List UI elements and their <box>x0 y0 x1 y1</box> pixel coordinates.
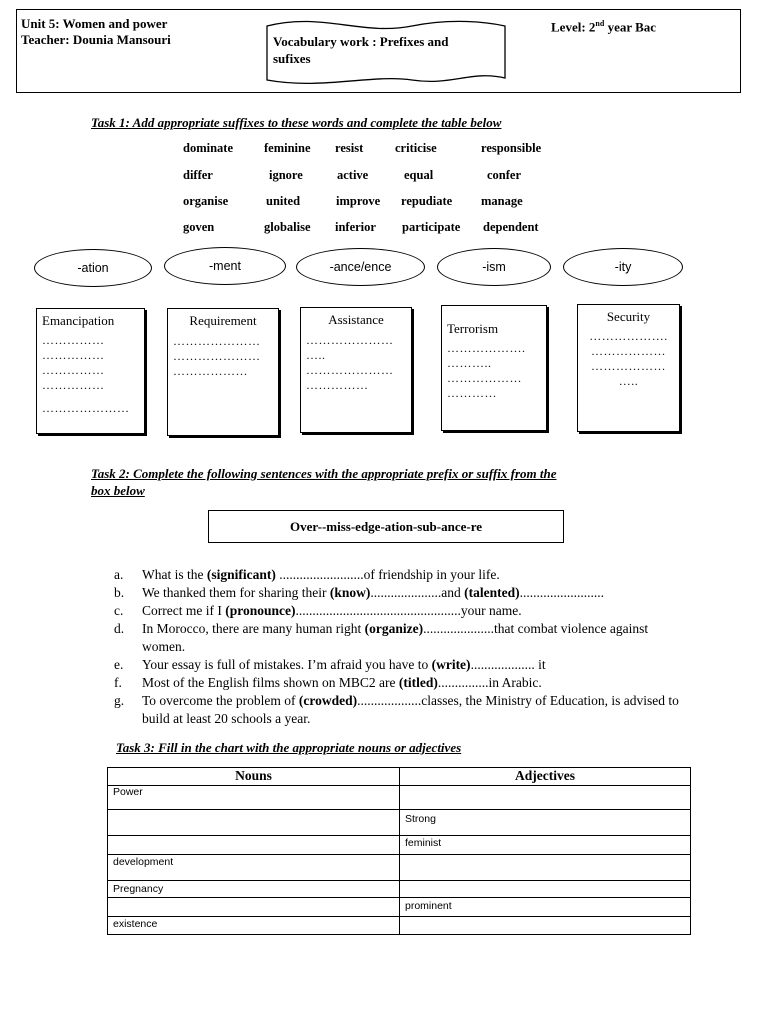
answer-line[interactable]: ……….. <box>447 356 492 370</box>
noun-cell[interactable] <box>108 836 400 855</box>
word: feminine <box>264 141 311 155</box>
box-heading: Emancipation <box>42 313 115 328</box>
task3-title: Task 3: Fill in the chart with the appropriate nouns or adjectives <box>116 740 462 755</box>
suffix-ellipse-ism: -ism <box>437 248 551 286</box>
word: confer <box>487 168 522 182</box>
table-row <box>108 855 691 881</box>
answer-line[interactable]: …………… <box>42 363 105 377</box>
word: resist <box>335 141 364 155</box>
noun-cell[interactable]: Pregnancy <box>108 881 400 898</box>
blank[interactable]: ......................... <box>519 585 604 600</box>
box-heading: Security <box>606 309 651 324</box>
suffix-ellipse-ment: -ment <box>164 247 286 285</box>
answer-line[interactable]: ……………… <box>447 371 522 385</box>
adjective-cell[interactable]: Strong <box>400 810 691 836</box>
nouns-adjectives-table <box>107 767 691 935</box>
noun-cell[interactable] <box>108 810 400 836</box>
answer-line[interactable]: …………… <box>306 378 369 392</box>
sentence-item: c. Correct me if I (pronounce).................................................your name. <box>114 603 522 618</box>
answer-line[interactable]: ………………… <box>306 333 394 347</box>
adjective-cell[interactable] <box>400 786 691 810</box>
answer-line[interactable]: ……………… <box>591 344 666 358</box>
blank[interactable]: .................................................your name. <box>295 603 522 618</box>
word: improve <box>336 194 381 208</box>
sentence-item: f. Most of the English films shown on MBC2 are (titled)...............in Arabic. <box>114 675 542 690</box>
scroll-title-line2: sufixes <box>273 51 311 66</box>
answer-line[interactable]: ………………. <box>589 329 668 343</box>
blank[interactable]: ...............in Arabic. <box>437 675 542 690</box>
suffix-box-ance-ence <box>300 307 412 433</box>
level-label: Level: 2nd year Bac <box>551 19 657 35</box>
adjective-cell[interactable]: feminist <box>400 836 691 855</box>
answer-line[interactable]: ………………… <box>173 349 261 363</box>
noun-cell[interactable]: development <box>108 855 400 881</box>
word: organise <box>183 194 229 208</box>
suffix-ellipse-ity: -ity <box>563 248 683 286</box>
word: globalise <box>264 220 311 234</box>
box-heading: Assistance <box>328 312 384 327</box>
adjective-cell[interactable] <box>400 881 691 898</box>
word: dependent <box>483 220 539 234</box>
table-row <box>108 810 691 836</box>
word: active <box>337 168 369 182</box>
answer-line[interactable]: ……………… <box>173 364 248 378</box>
word: equal <box>404 168 434 182</box>
blank[interactable]: .........................of friendship in your life. <box>275 567 500 582</box>
word: inferior <box>335 220 376 234</box>
adjective-cell[interactable]: prominent <box>400 898 691 917</box>
noun-cell[interactable]: Power <box>108 786 400 810</box>
answer-line[interactable]: ….. <box>618 374 639 388</box>
adjective-cell[interactable] <box>400 855 691 881</box>
prefix-suffix-box: Over--miss-edge-ation-sub-ance-re <box>208 510 564 543</box>
answer-line[interactable]: ………………… <box>173 334 261 348</box>
answer-line[interactable]: …………… <box>42 378 105 392</box>
suffix-box-ation <box>36 308 145 434</box>
sentence-item: a. What is the (significant) .........................of friendship in your life. <box>114 567 500 582</box>
answer-line[interactable]: …………… <box>42 333 105 347</box>
word: united <box>266 194 301 208</box>
answer-line[interactable]: ………………… <box>42 401 130 415</box>
answer-line[interactable]: …………… <box>42 348 105 362</box>
suffix-box-ity <box>577 304 680 432</box>
table-header-row <box>108 768 691 786</box>
table-row <box>108 898 691 917</box>
noun-cell[interactable] <box>108 898 400 917</box>
unit-title: Unit 5: Women and power <box>21 16 168 31</box>
adjective-cell[interactable] <box>400 917 691 935</box>
word: ignore <box>269 168 303 182</box>
column-header-adjectives: Adjectives <box>400 768 691 786</box>
sentence-item: e. Your essay is full of mistakes. I’m afraid you have to (write)................... it <box>114 657 546 672</box>
task2-title: Task 2: Complete the following sentences with the appropriate prefix or suffix from the box below <box>91 466 557 498</box>
table-row <box>108 881 691 898</box>
sentence-list <box>110 566 690 728</box>
word: dominate <box>183 141 233 155</box>
sentence-item: g. To overcome the problem of (crowded)...................classes, the Ministry of Education, is advised to build at least 20 schools a year. <box>114 693 679 726</box>
answer-line[interactable]: ………… <box>447 386 497 400</box>
blank[interactable]: .....................and <box>370 585 465 600</box>
word: goven <box>183 220 215 234</box>
sentence-item: d. In Morocco, there are many human right (organize).....................that combat violence against women. <box>114 621 649 654</box>
box-heading: Terrorism <box>447 321 499 336</box>
word: responsible <box>481 141 542 155</box>
noun-cell[interactable]: existence <box>108 917 400 935</box>
answer-line[interactable]: ………………. <box>447 341 526 355</box>
table-row <box>108 786 691 810</box>
table-row <box>108 917 691 935</box>
answer-line[interactable]: ………………… <box>306 363 394 377</box>
suffix-box-ism <box>441 305 547 431</box>
teacher-name: Teacher: Dounia Mansouri <box>21 32 171 47</box>
table-row <box>108 836 691 855</box>
answer-line[interactable]: ……………… <box>591 359 666 373</box>
suffix-ellipse-ance-ence: -ance/ence <box>296 248 425 286</box>
suffix-ellipse-ation: -ation <box>34 249 152 287</box>
sentence-item: b. We thanked them for sharing their (know).....................and (talented)......................... <box>114 585 604 600</box>
task1-title: Task 1: Add appropriate suffixes to these words and complete the table below <box>91 115 502 130</box>
blank[interactable]: .....................that combat violence against women. <box>142 621 649 654</box>
scroll-title-line1: Vocabulary work : Prefixes and <box>273 34 449 49</box>
column-header-nouns: Nouns <box>108 768 400 786</box>
word: criticise <box>395 141 437 155</box>
word: participate <box>402 220 461 234</box>
word: manage <box>481 194 523 208</box>
blank[interactable]: ...................classes, the Ministry of Education, is advised to build at least 20 schools a year. <box>142 693 679 726</box>
answer-line[interactable]: ….. <box>306 348 326 362</box>
word: repudiate <box>401 194 453 208</box>
box-heading: Requirement <box>189 313 257 328</box>
suffix-box-ment <box>167 308 279 436</box>
word: differ <box>183 168 213 182</box>
blank[interactable]: ................... it <box>470 657 546 672</box>
